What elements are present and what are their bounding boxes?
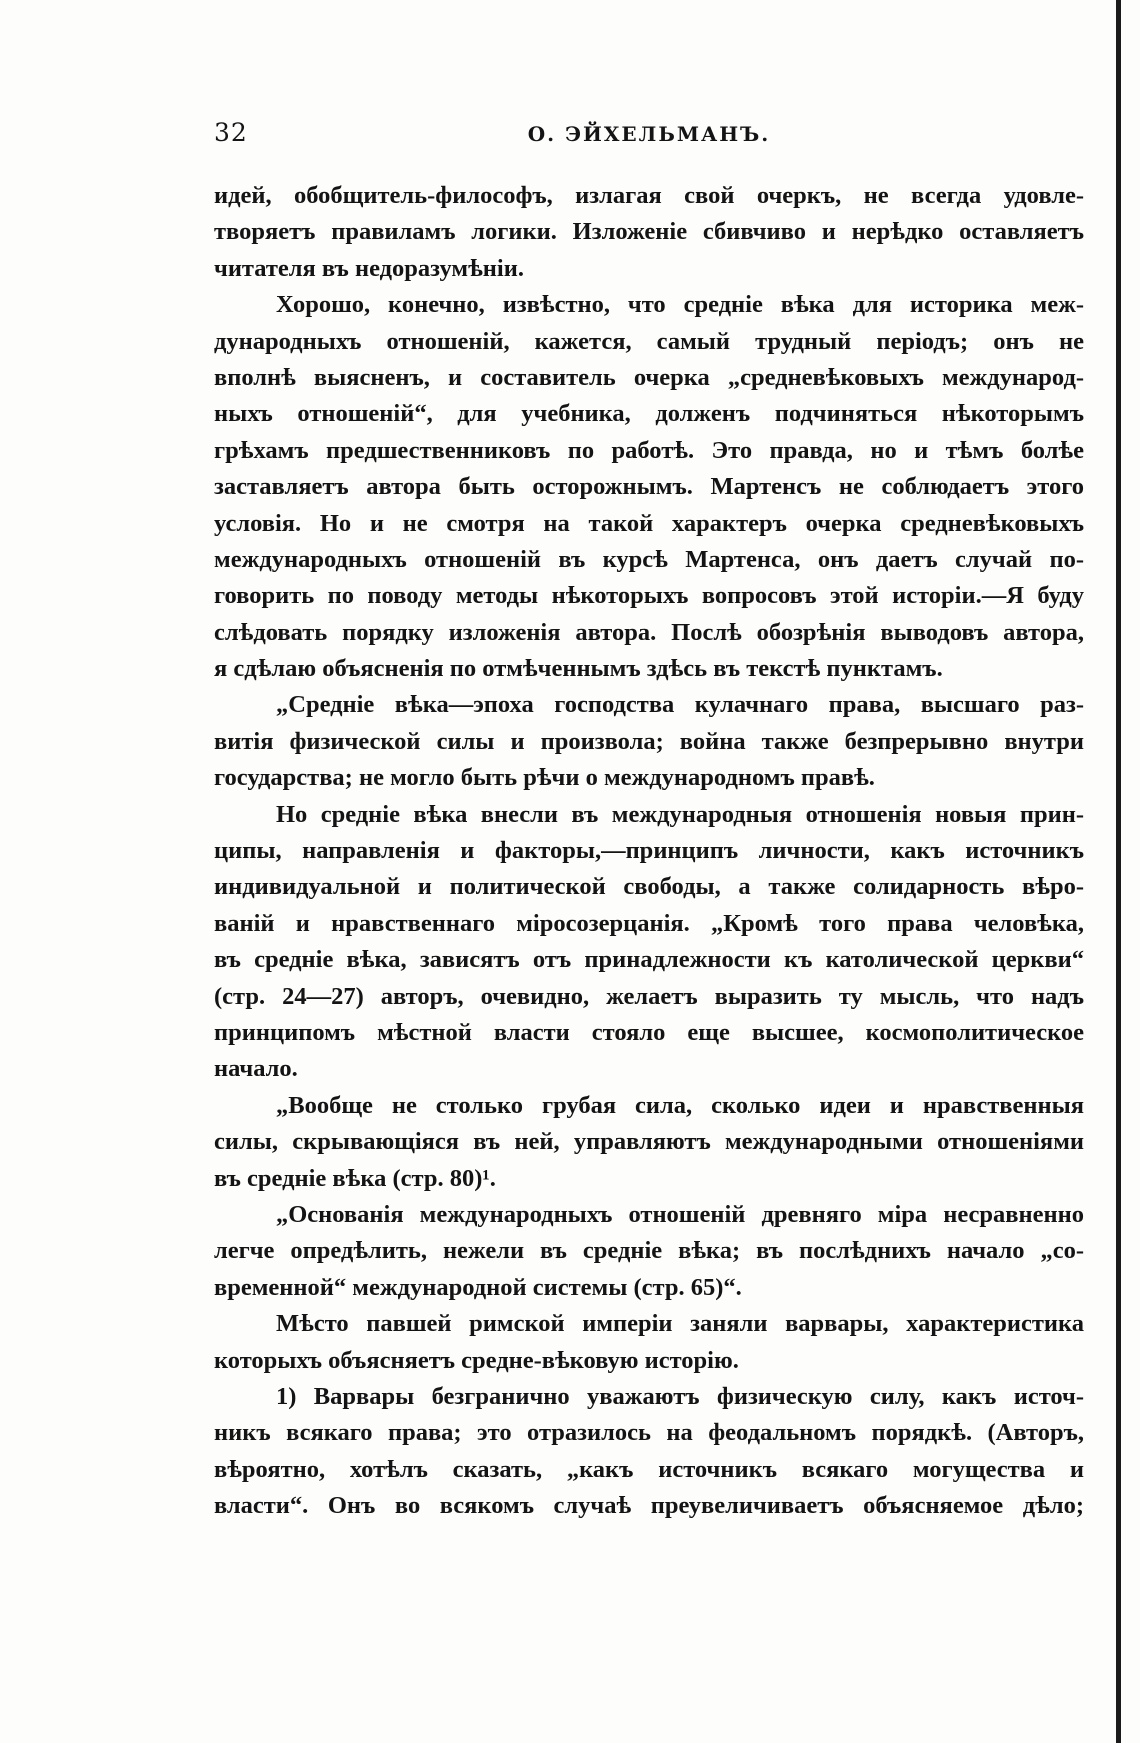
running-head: О. ЭЙХЕЛЬМАНЪ. [527,122,771,146]
text-line: силы, скрывающіяся въ ней, управляютъ международными отношеніями [214,1128,1084,1156]
text-line: витія физической силы и произвола; война также безпрерывно внутри [214,727,1084,755]
paragraph-start-line: Мѣсто павшей римской имперіи заняли варвары, характеристика [276,1310,1084,1338]
paragraph-start-line: Хорошо, конечно, извѣстно, что средніе вѣка для историка меж- [276,291,1084,319]
text-line: ваній и нравственнаго міросозерцанія. „Кромѣ того права человѣка, [214,909,1084,937]
paragraph-start-line: „Основанія международныхъ отношеній древняго міра несравненно [276,1200,1084,1228]
text-line: творяетъ правиламъ логики. Изложеніе сбивчиво и нерѣдко оставляетъ [214,218,1084,246]
page-edge-rule [1116,0,1121,1743]
text-line: ципы, направленія и факторы,—принципъ личности, какъ источникъ [214,837,1084,865]
page-header [214,118,1084,150]
text-line: никъ всякаго права; это отразилось на феодальномъ порядкѣ. (Авторъ, [214,1419,1084,1447]
text-line: условія. Но и не смотря на такой характеръ очерка средневѣковыхъ [214,509,1084,537]
text-line: которыхъ объясняетъ средне-вѣковую исторію. [214,1346,739,1374]
text-line: читателя въ недоразумѣніи. [214,254,524,282]
paragraph-start-line: Но средніе вѣка внесли въ международныя отношенія новыя прин- [276,800,1084,828]
paragraph-start-line: 1) Варвары безгранично уважаютъ физическую силу, какъ источ- [276,1382,1084,1410]
text-line: заставляетъ автора быть осторожнымъ. Мартенсъ не соблюдаетъ этого [214,473,1084,501]
text-line: принципомъ мѣстной власти стояло еще высшее, космополитическое [214,1018,1084,1046]
text-line: я сдѣлаю объясненія по отмѣченнымъ здѣсь въ текстѣ пунктамъ. [214,655,943,683]
text-line: грѣхамъ предшественниковъ по работѣ. Это правда, но и тѣмъ болѣе [214,436,1084,464]
text-line: идей, обобщитель-философъ, излагая свой очеркъ, не всегда удовле- [214,182,1084,209]
text-line: ныхъ отношеній“, для учебника, долженъ подчиняться нѣкоторымъ [214,400,1084,428]
text-line: международныхъ отношеній въ курсѣ Мартенса, онъ даетъ случай по- [214,545,1084,573]
text-line: въ средніе вѣка, зависятъ отъ принадлежности къ католической церкви“ [214,946,1084,974]
text-line: дународныхъ отношеній, кажется, самый трудный періодъ; онъ не [214,327,1084,355]
paragraph-start-line: „Средніе вѣка—эпоха господства кулачнаго права, высшаго раз- [276,691,1084,719]
text-line: временной“ международной системы (стр. 65)“. [214,1273,742,1301]
text-line: власти“. Онъ во всякомъ случаѣ преувеличиваетъ объясняемое дѣло; [214,1492,1084,1520]
text-line: государства; не могло быть рѣчи о международномъ правѣ. [214,764,875,792]
text-line: легче опредѣлить, нежели въ средніе вѣка; въ послѣднихъ начало „со- [214,1237,1084,1265]
body-text [214,178,1084,1524]
text-line: индивидуальной и политической свободы, а также солидарность вѣро- [214,873,1084,901]
paragraph-start-line: „Вообще не столько грубая сила, сколько идеи и нравственныя [276,1091,1084,1119]
text-line: въ средніе вѣка (стр. 80)¹. [214,1164,496,1192]
text-line: слѣдовать порядку изложенія автора. Послѣ обозрѣнія выводовъ автора, [214,618,1084,646]
text-line: вѣроятно, хотѣлъ сказать, „какъ источникъ всякаго могущества и [214,1455,1084,1483]
text-line: начало. [214,1055,298,1083]
text-line: (стр. 24—27) авторъ, очевидно, желаетъ выразить ту мысль, что надъ [214,982,1084,1010]
text-line: вполнѣ выясненъ, и составитель очерка „средневѣковыхъ международ- [214,363,1084,391]
text-line: говорить по поводу методы нѣкоторыхъ вопросовъ этой исторіи.—Я буду [214,582,1084,610]
page-number: 32 [214,118,248,147]
